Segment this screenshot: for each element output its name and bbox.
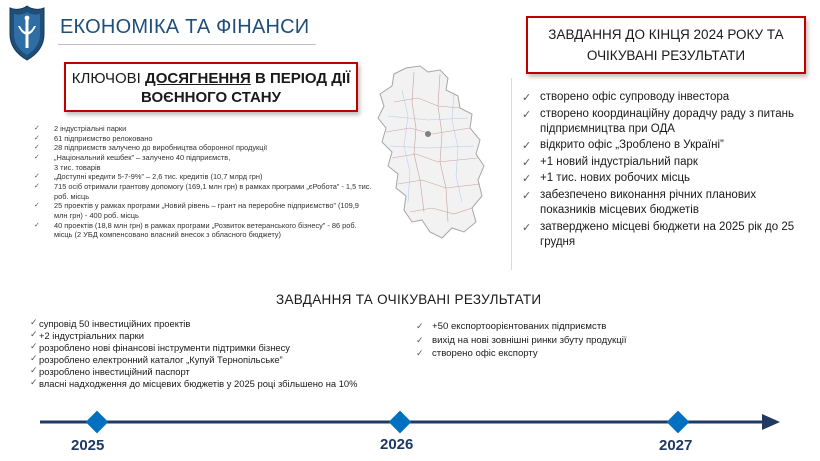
list-item: ✓ 2 індустріальні парки bbox=[34, 124, 127, 133]
achievements-heading-part2: ДОСЯГНЕННЯ bbox=[145, 70, 251, 87]
checkmark-icon: ✓ bbox=[34, 153, 40, 162]
results-right-list bbox=[416, 321, 716, 362]
checkmark-icon: ✓ bbox=[34, 172, 40, 181]
tasks-2024-heading-line2: ОЧІКУВАНІ РЕЗУЛЬТАТИ bbox=[586, 48, 746, 63]
achievements-heading-part3: В ПЕРІОД ДІЇ bbox=[254, 70, 351, 87]
achievements-heading-box bbox=[64, 62, 358, 112]
timeline-marker-2026 bbox=[389, 411, 412, 434]
list-item: ✓ +50 експортоорієнтованих підприємств bbox=[416, 321, 607, 332]
list-item: ✓ створено координаційну дорадчу раду з питань підприємництва при ОДА bbox=[522, 107, 794, 135]
section-title: ЗАВДАННЯ ТА ОЧІКУВАНІ РЕЗУЛЬТАТИ bbox=[276, 292, 542, 307]
list-item: ✓ відкрито офіс „Зроблено в Україні” bbox=[522, 139, 724, 153]
checkmark-icon: ✓ bbox=[30, 377, 38, 388]
checkmark-icon: ✓ bbox=[522, 172, 532, 186]
list-item: ✓ створено офіс експорту bbox=[416, 348, 538, 360]
checkmark-icon: ✓ bbox=[416, 322, 424, 332]
timeline-year-2025: 2025 bbox=[71, 437, 105, 454]
checkmark-icon: ✓ bbox=[34, 143, 40, 152]
page-title: ЕКОНОМІКА ТА ФІНАНСИ bbox=[60, 16, 310, 38]
checkmark-icon: ✓ bbox=[30, 318, 38, 328]
list-item: ✓ 40 проектів (18,8 млн грн) в рамках програми „Розвиток ветеранського бізнесу” - 86 роб. місць (2 УБД компенсовано власний внесок з обласного бюджету) bbox=[34, 220, 357, 239]
list-item: ✓ 28 підприємств залучено до виробництва оборонної продукції bbox=[34, 143, 268, 153]
list-item: ✓ +2 індустріальних парки bbox=[30, 329, 145, 341]
timeline-year-2026: 2026 bbox=[380, 436, 414, 453]
timeline-arrow-icon bbox=[762, 414, 780, 430]
tasks-2024-heading-line1: ЗАВДАННЯ ДО КІНЦЯ 2024 РОКУ ТА bbox=[548, 27, 784, 42]
checkmark-icon: ✓ bbox=[34, 220, 40, 229]
timeline-marker-2027 bbox=[667, 411, 690, 434]
list-item: ✓ створено офіс супроводу інвестора bbox=[522, 91, 730, 104]
achievements-heading-line2: ВОЄННОГО СТАНУ bbox=[141, 89, 281, 106]
list-item: ✓ власні надходження до місцевих бюджетів у 2025 році збільшено на 10% bbox=[30, 377, 358, 389]
checkmark-icon: ✓ bbox=[30, 329, 38, 340]
list-item: ✓ забезпечено виконання річних планових показників місцевих бюджетів bbox=[522, 188, 757, 216]
title-divider bbox=[58, 44, 316, 45]
list-item: ✓ затверджено місцеві бюджети на 2025 рік до 25 грудня bbox=[522, 220, 795, 248]
list-item: ✓ розроблено електронний каталог „Купуй Тернопільське” bbox=[30, 353, 283, 365]
checkmark-icon: ✓ bbox=[34, 201, 40, 210]
list-item: ✓ вихід на нові зовнішні ринки збуту продукції bbox=[416, 334, 627, 346]
checkmark-icon: ✓ bbox=[522, 155, 532, 169]
list-item: ✓ +1 тис. нових робочих місць bbox=[522, 172, 691, 186]
region-map-image bbox=[368, 62, 494, 242]
list-item: ✓ +1 новий індустріальний парк bbox=[522, 155, 698, 169]
list-item: ✓ „Доступні кредити 5-7-9%” – 2,6 тис. кредитів (10,7 млрд грн) bbox=[34, 172, 263, 182]
checkmark-icon: ✓ bbox=[30, 365, 38, 376]
achievements-heading-part1: КЛЮЧОВІ bbox=[71, 70, 141, 87]
timeline-marker-2025 bbox=[86, 411, 109, 434]
list-item: ✓ розроблено нові фінансові інструменти підтримки бізнесу bbox=[30, 341, 290, 353]
list-item: ✓ „Національний кешбек” – залучено 40 підприємств, bbox=[34, 153, 231, 163]
checkmark-icon: ✓ bbox=[30, 353, 38, 364]
achievements-heading-line1 bbox=[66, 69, 356, 88]
list-item: ✓ 25 проектів у рамках програми „Новий рівень – грант на переробне підприємство” (109,9 млн грн) - 400 роб. місць bbox=[34, 201, 359, 220]
checkmark-icon: ✓ bbox=[34, 124, 40, 132]
checkmark-icon: ✓ bbox=[522, 91, 532, 104]
checkmark-icon: ✓ bbox=[522, 139, 532, 153]
tasks-2024-list bbox=[522, 90, 812, 251]
list-item-continuation: 3 тис. товарів bbox=[54, 162, 101, 172]
column-divider bbox=[511, 78, 512, 270]
checkmark-icon: ✓ bbox=[30, 341, 38, 352]
checkmark-icon: ✓ bbox=[416, 349, 424, 360]
list-item: ✓ супровід 50 інвестиційних проектів bbox=[30, 318, 191, 329]
list-item: ✓ 715 осіб отримали грантову допомогу (169,1 млн грн) в рамках програми „єРобота” - 1,5 тис. роб. місць bbox=[34, 182, 372, 201]
checkmark-icon: ✓ bbox=[34, 133, 40, 142]
list-item: ✓ розроблено інвестиційний паспорт bbox=[30, 365, 190, 377]
tasks-2024-heading-box bbox=[526, 16, 806, 74]
checkmark-icon: ✓ bbox=[34, 182, 40, 191]
coat-of-arms-icon bbox=[6, 4, 48, 62]
list-item: ✓ 61 підприємство релоковано bbox=[34, 133, 153, 143]
checkmark-icon: ✓ bbox=[416, 335, 424, 346]
checkmark-icon: ✓ bbox=[522, 107, 532, 121]
results-left-list bbox=[30, 318, 375, 390]
checkmark-icon: ✓ bbox=[522, 220, 532, 234]
achievements-list bbox=[34, 124, 374, 240]
timeline-year-2027: 2027 bbox=[659, 437, 693, 454]
checkmark-icon: ✓ bbox=[522, 188, 532, 202]
